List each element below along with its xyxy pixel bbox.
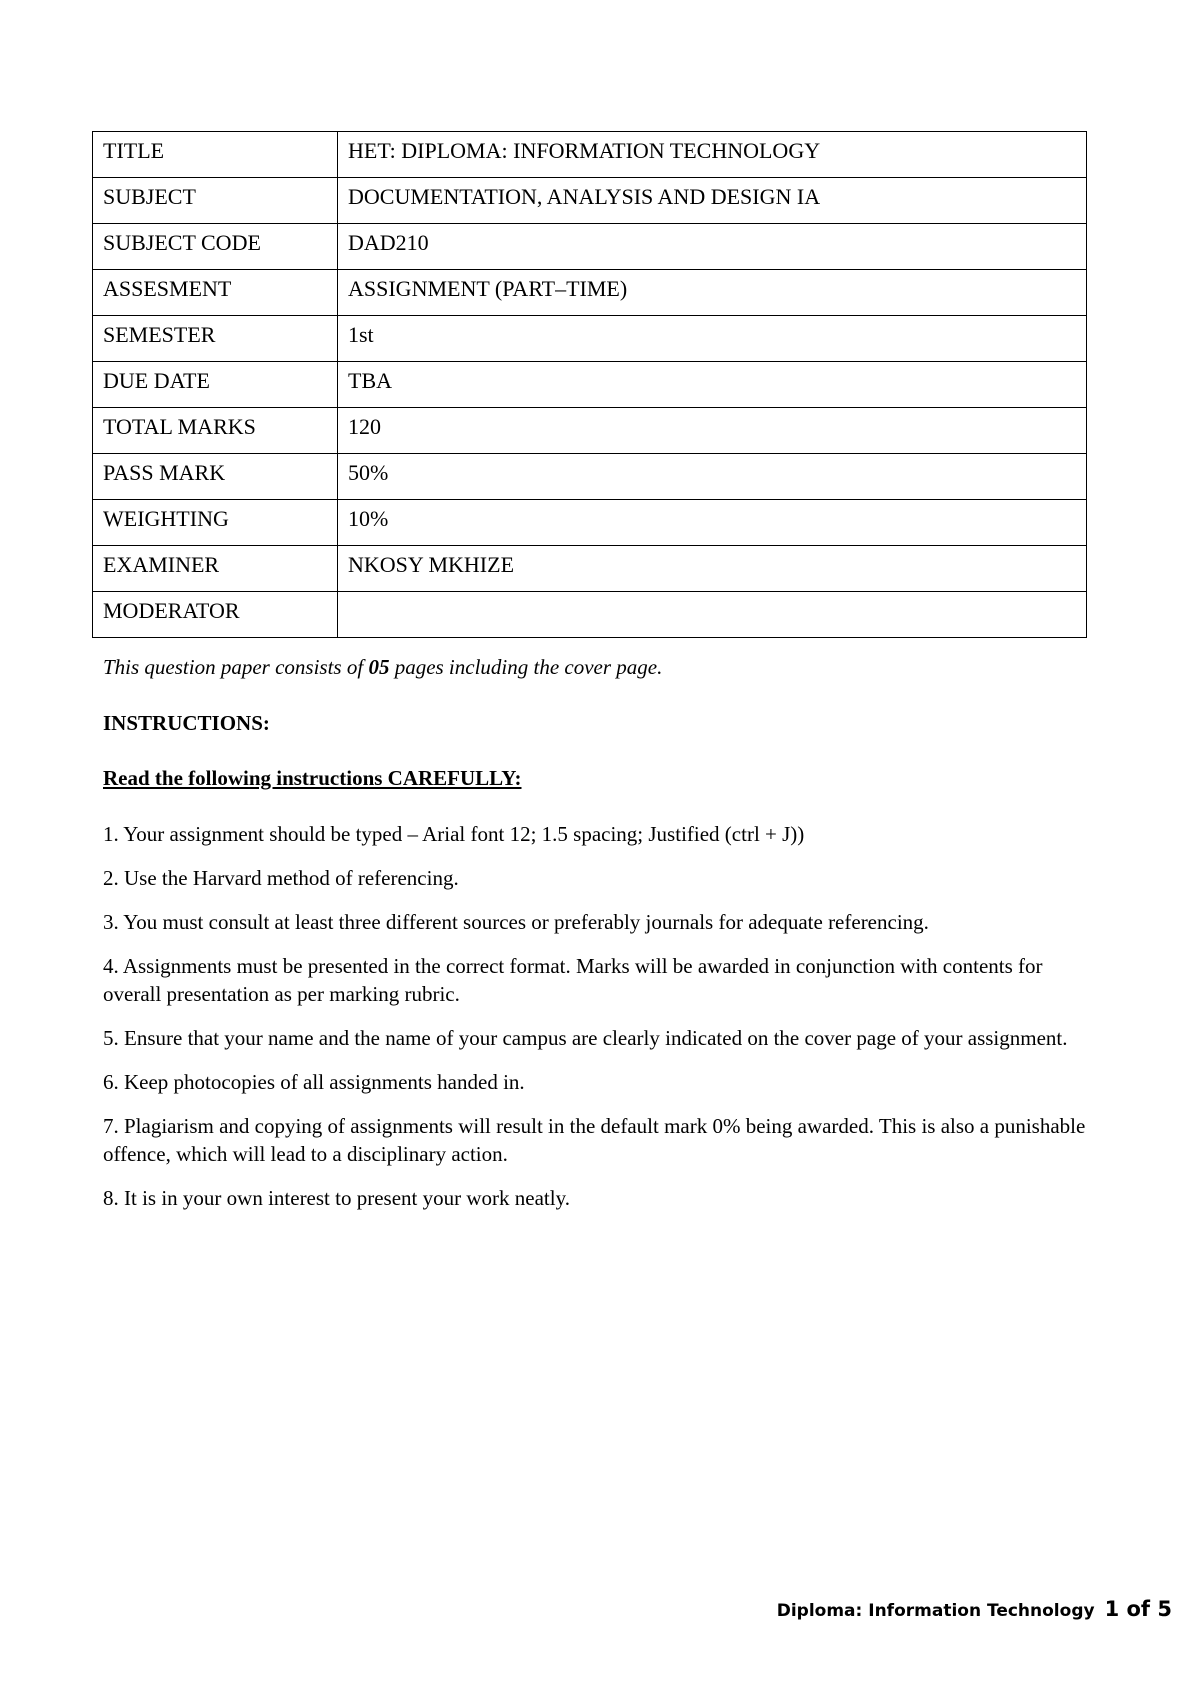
row-value-moderator: [338, 592, 1087, 638]
table-row: [93, 592, 1087, 638]
page-count-note-after: pages including the cover page.: [389, 655, 663, 679]
row-label-examiner: EXAMINER: [93, 546, 338, 592]
table-row: [93, 362, 1087, 408]
table-row: [93, 500, 1087, 546]
table-row: [93, 270, 1087, 316]
row-value-examiner: NKOSY MKHIZE: [338, 546, 1087, 592]
instruction-item: 4. Assignments must be presented in the correct format. Marks will be awarded in conjunction with contents for overall presentation as per marking rubric.: [103, 954, 1043, 1006]
instruction-item: 3. You must consult at least three different sources or preferably journals for adequate referencing.: [103, 910, 929, 934]
row-label-title: TITLE: [93, 132, 338, 178]
row-label-subject: SUBJECT: [93, 178, 338, 224]
row-value-subject-code: DAD210: [338, 224, 1087, 270]
row-value-title: HET: DIPLOMA: INFORMATION TECHNOLOGY: [338, 132, 1087, 178]
row-value-assessment: ASSIGNMENT (PART–TIME): [338, 270, 1087, 316]
table-row: [93, 454, 1087, 500]
table-row: [93, 224, 1087, 270]
instruction-item: 7. Plagiarism and copying of assignments will result in the default mark 0% being awarded. This is also a punishable offence, which will lead to a disciplinary action.: [103, 1114, 1086, 1166]
row-label-semester: SEMESTER: [93, 316, 338, 362]
row-value-semester: 1st: [338, 316, 1087, 362]
page-footer: [777, 1597, 1172, 1621]
instruction-item: 8. It is in your own interest to present your work neatly.: [103, 1186, 570, 1210]
page-count-note: [103, 655, 662, 680]
instructions-subheading: Read the following instructions CAREFULLY:: [103, 766, 522, 790]
row-label-moderator: MODERATOR: [93, 592, 338, 638]
row-value-due-date: TBA: [338, 362, 1087, 408]
instructions-list: [103, 820, 1103, 1228]
instructions-heading: INSTRUCTIONS:: [103, 711, 270, 735]
row-value-subject: DOCUMENTATION, ANALYSIS AND DESIGN IA: [338, 178, 1087, 224]
cover-details-table: [92, 131, 1087, 638]
row-value-pass-mark: 50%: [338, 454, 1087, 500]
row-label-subject-code: SUBJECT CODE: [93, 224, 338, 270]
row-label-due-date: DUE DATE: [93, 362, 338, 408]
row-value-total-marks: 120: [338, 408, 1087, 454]
page-count-note-before: This question paper consists of: [103, 655, 369, 679]
table-row: [93, 316, 1087, 362]
row-label-pass-mark: PASS MARK: [93, 454, 338, 500]
row-value-weighting: 10%: [338, 500, 1087, 546]
instruction-item: 6. Keep photocopies of all assignments handed in.: [103, 1070, 525, 1094]
row-label-total-marks: TOTAL MARKS: [93, 408, 338, 454]
instruction-item: 1. Your assignment should be typed – Arial font 12; 1.5 spacing; Justified (ctrl + J)): [103, 822, 805, 846]
instruction-item: 5. Ensure that your name and the name of your campus are clearly indicated on the cover page of your assignment.: [103, 1026, 1068, 1050]
row-label-assessment: ASSESMENT: [93, 270, 338, 316]
table-row: [93, 546, 1087, 592]
table-row: [93, 178, 1087, 224]
row-label-weighting: WEIGHTING: [93, 500, 338, 546]
table-row: [93, 132, 1087, 178]
footer-text: Diploma: Information Technology: [776, 1601, 1095, 1621]
footer-page-number: 1 of 5: [1104, 1597, 1172, 1621]
page-count-number: 05: [368, 655, 390, 679]
instruction-item: 2. Use the Harvard method of referencing.: [103, 866, 459, 890]
table-row: [93, 408, 1087, 454]
